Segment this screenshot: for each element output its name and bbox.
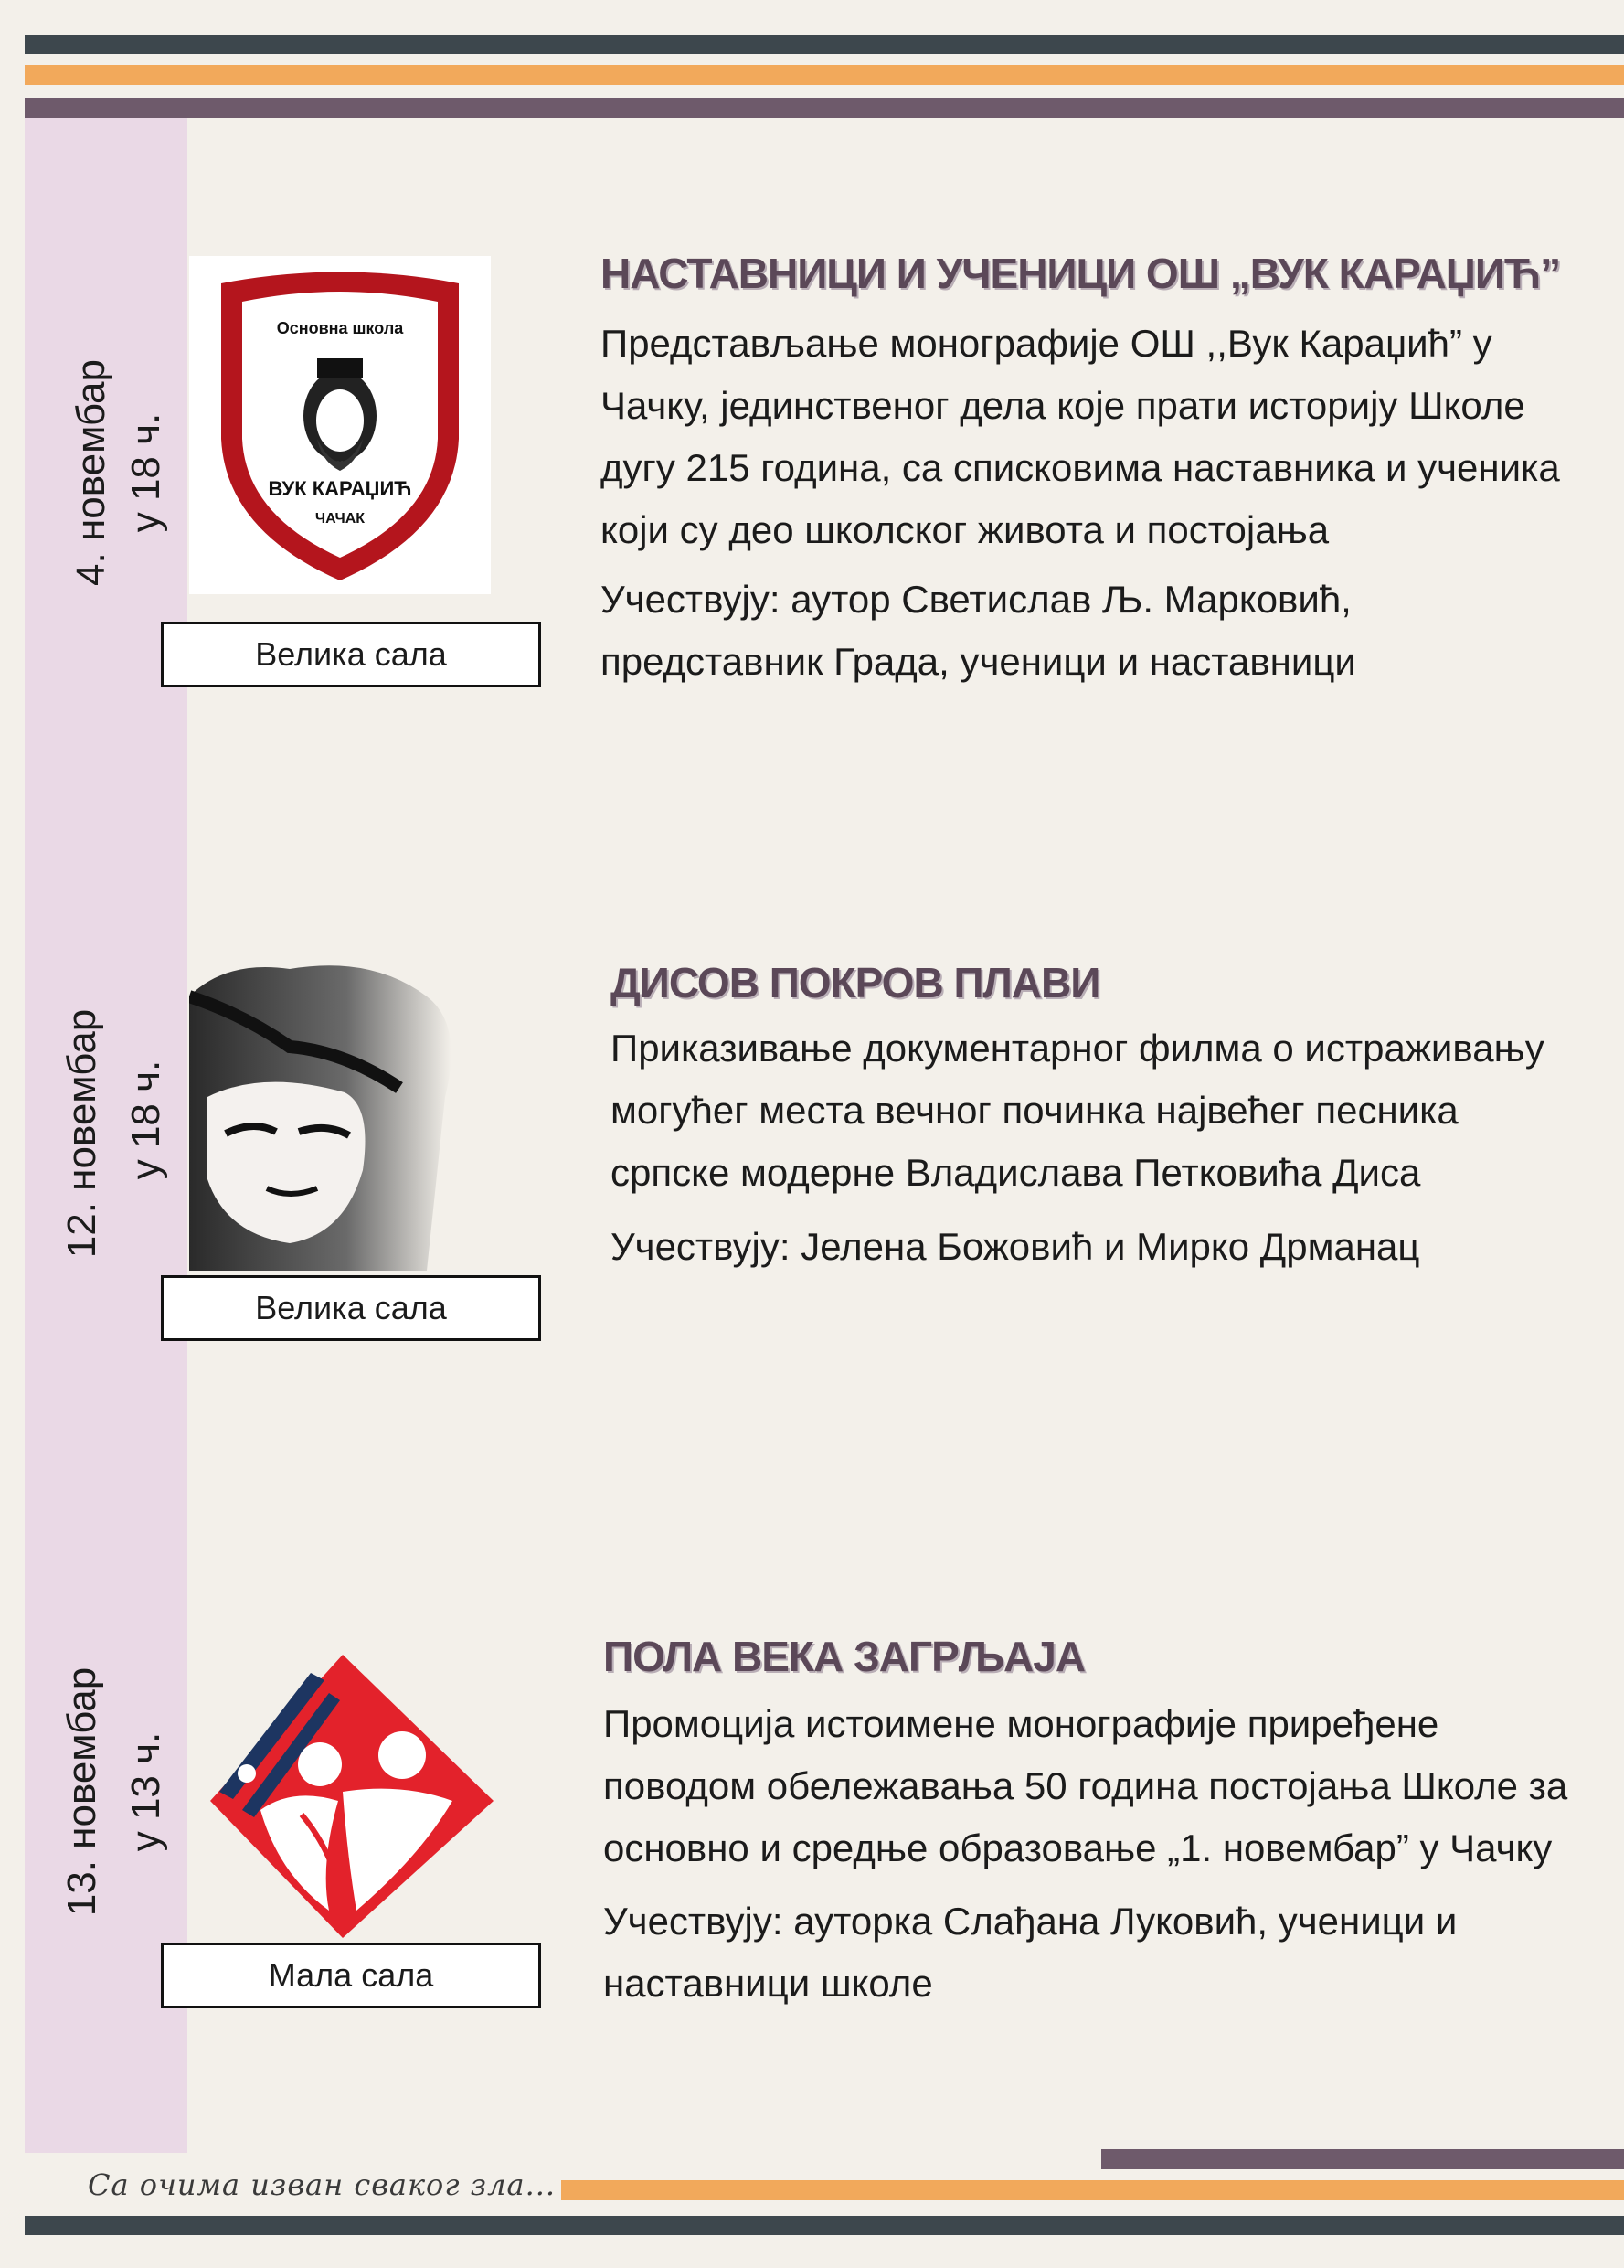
event-venue: Велика сала <box>161 1275 541 1341</box>
bottom-bar-plum <box>1101 2149 1624 2169</box>
event-description: Представљање монографије ОШ ,,Вук Караџић” у Чачку, јединственог дела које прати историју Школе дугу 215 година, са списковима наставника и ученика који су део школског живота и постојања <box>600 322 1560 551</box>
poet-portrait-image <box>189 960 482 1271</box>
shield-top-text: Основна школа <box>276 319 404 337</box>
event-venue: Мала сала <box>161 1943 541 2008</box>
top-bar-dark <box>25 35 1624 54</box>
shield-city-text: ЧАЧАК <box>314 511 366 527</box>
event-time: у 18 ч. <box>123 1059 168 1180</box>
event-participants: Учествују: аутор Светислав Љ. Марковић, представник Града, ученици и наставници <box>600 578 1356 683</box>
top-bar-orange <box>25 65 1624 85</box>
footer-motto: Са очима изван сваког зла... <box>88 2167 557 2202</box>
event-time: у 13 ч. <box>123 1731 168 1852</box>
event-description: Промоција истоимене монографије приређене поводом обележавања 50 година постојања Школе за основно и средње образовање „1. новембар” у Чачку <box>603 1702 1568 1869</box>
school-shield-logo <box>189 256 491 594</box>
school-diamond-logo <box>192 1636 494 1938</box>
event-title: ДИСОВ ПОКРОВ ПЛАВИ <box>610 959 1100 1006</box>
bottom-bar-orange <box>561 2180 1624 2200</box>
event-participants: Учествују: ауторка Слађана Луковић, ученици и наставници школе <box>603 1900 1458 2005</box>
event-venue: Велика сала <box>161 622 541 687</box>
event-date: 13. новембар <box>59 1666 104 1917</box>
event-title: ПОЛА ВЕКА ЗАГРЉАЈА <box>603 1633 1086 1680</box>
bottom-bar-dark <box>25 2216 1624 2235</box>
event-date: 4. новембар <box>69 359 113 586</box>
event-date: 12. новембар <box>59 1008 104 1259</box>
event-description: Приказивање документарног филма о истраживању могућег места вечног починка највећег песника српске модерне Владислава Петковића Диса <box>610 1027 1544 1194</box>
top-bar-plum <box>25 98 1624 118</box>
event-time: у 18 ч. <box>123 412 168 533</box>
shield-name-text: ВУК КАРАЏИЋ <box>268 477 412 500</box>
event-participants: Учествују: Јелена Божовић и Мирко Дрманац <box>610 1225 1420 1268</box>
event-title: НАСТАВНИЦИ И УЧЕНИЦИ ОШ „ВУК КАРАЏИЋ” <box>600 250 1561 297</box>
